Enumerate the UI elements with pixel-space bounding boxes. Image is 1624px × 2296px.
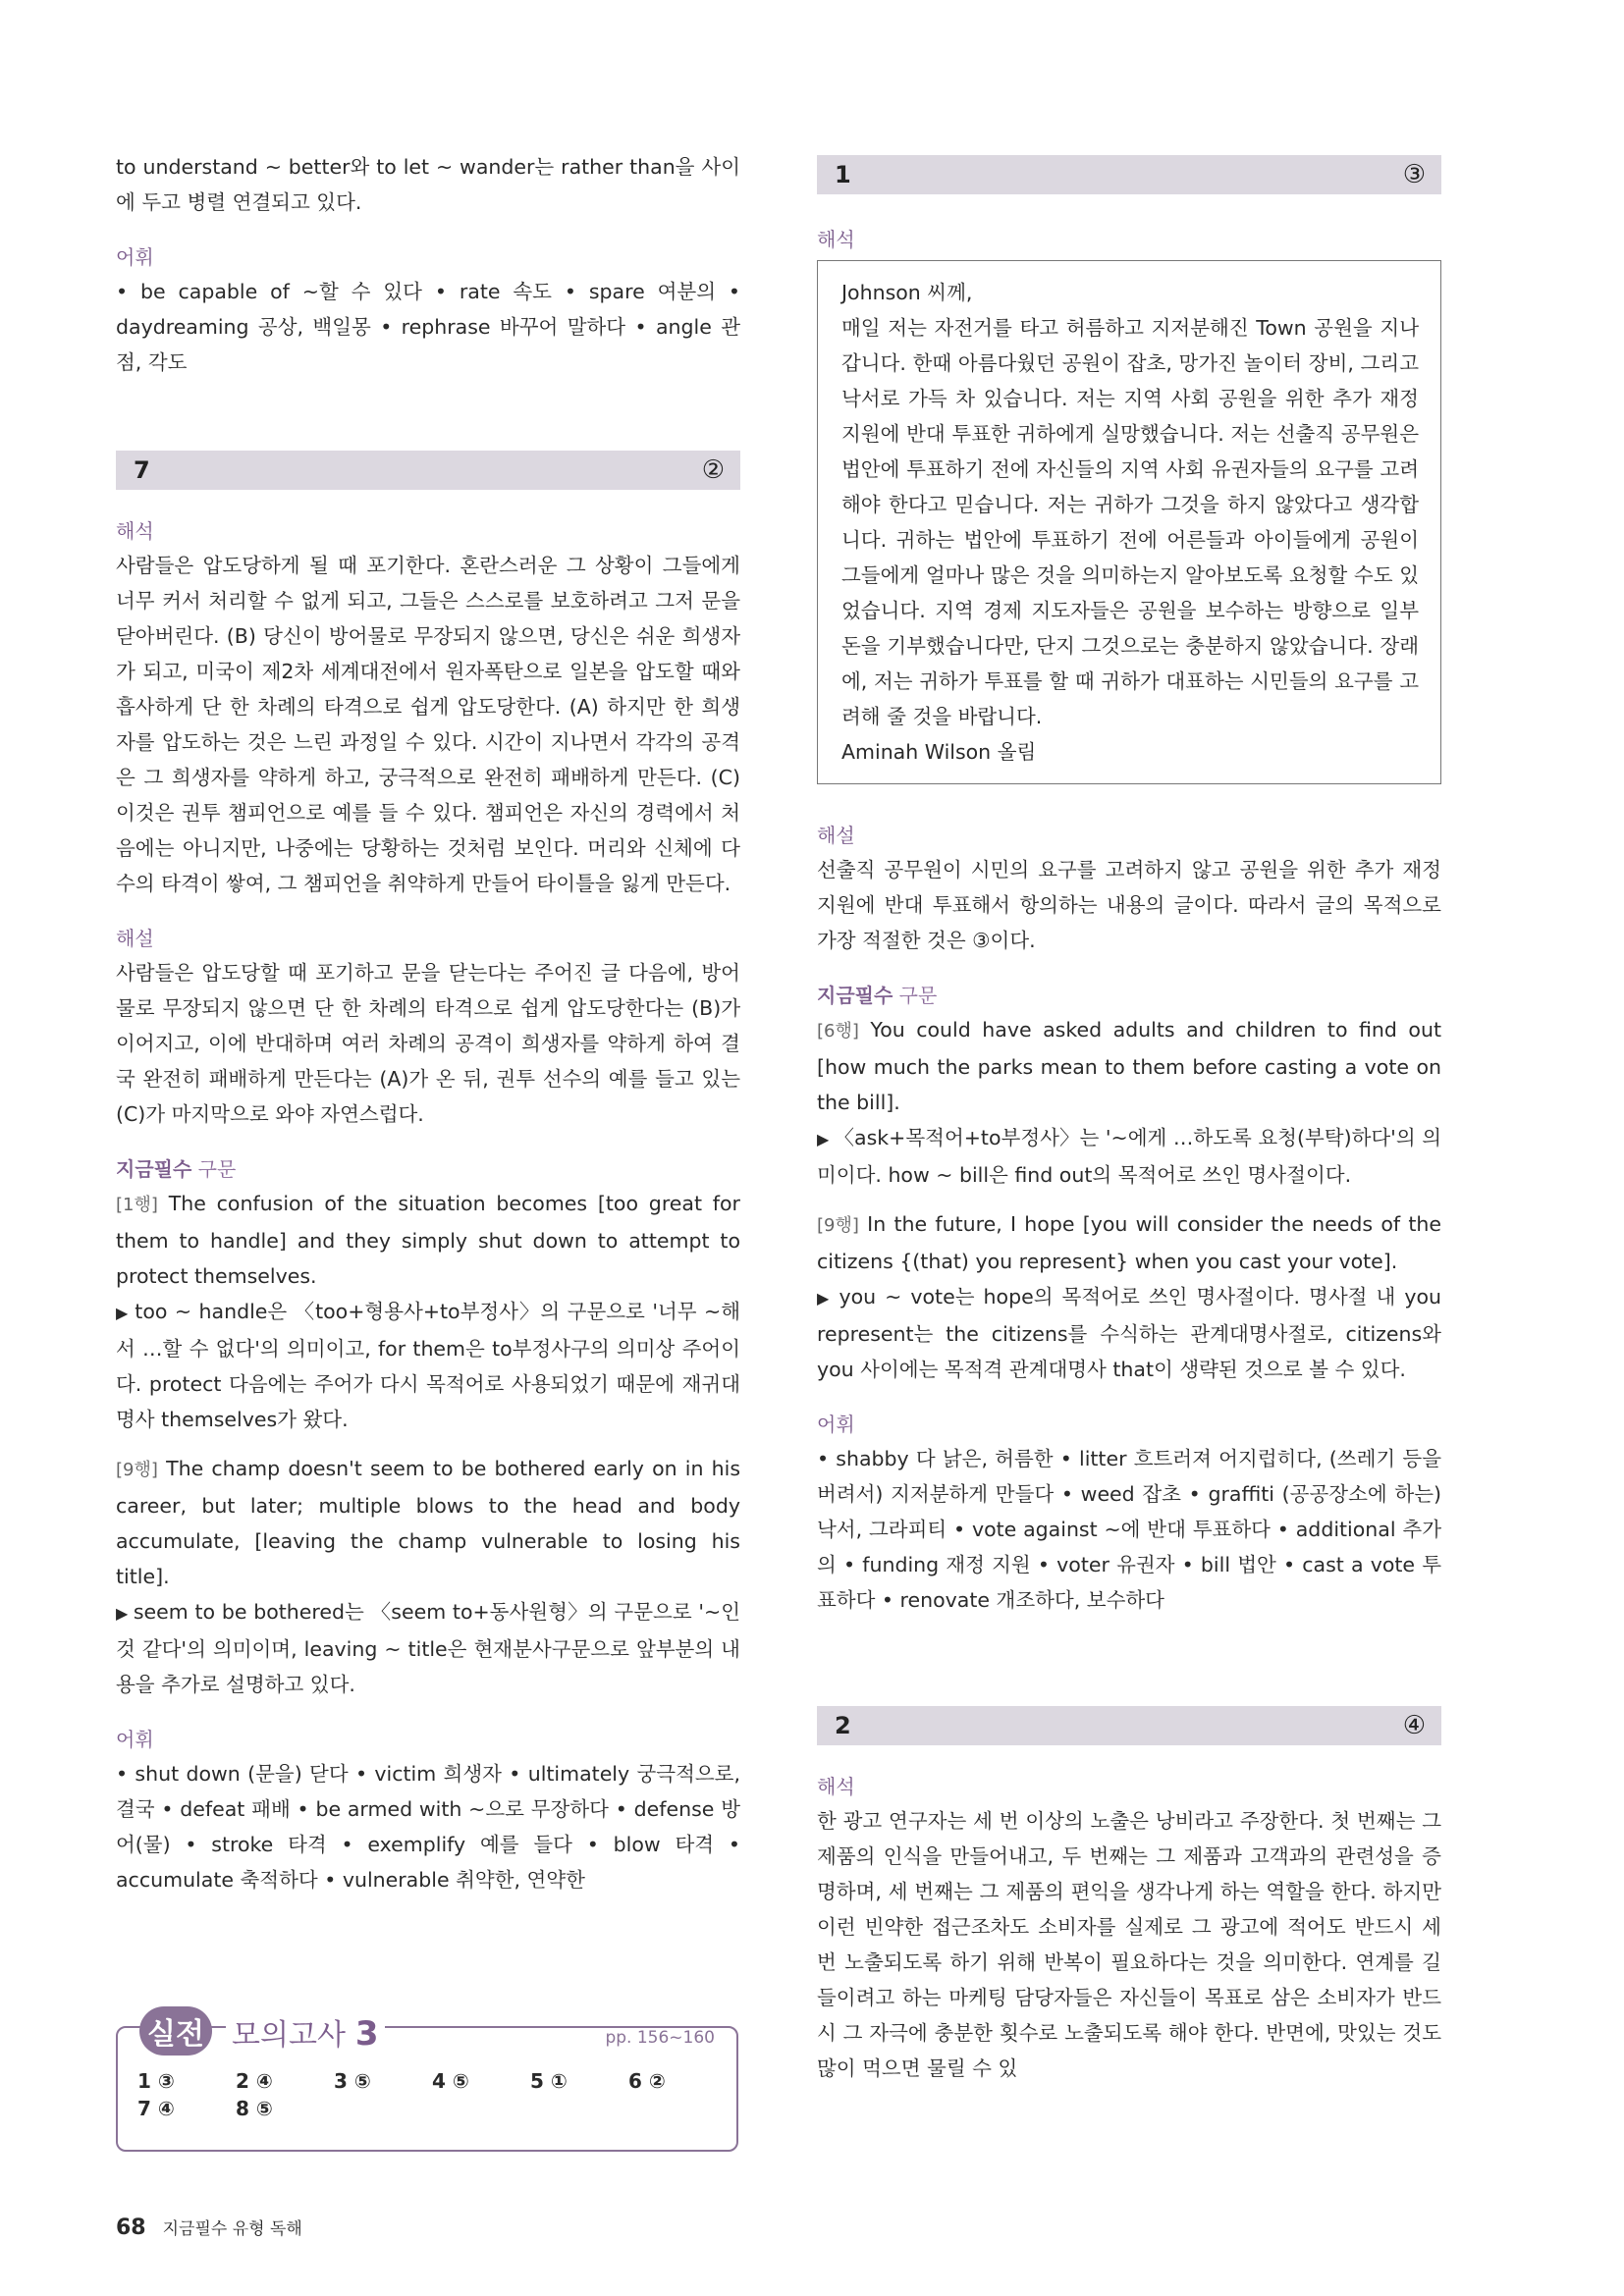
explanation-label: 해설	[116, 927, 154, 950]
grammar-label	[116, 1153, 740, 1182]
grammar-sentence: In the future, I hope [you will consider the needs of the citizens {(that) you represent} when you cast your vote].	[817, 1212, 1441, 1273]
triangle-icon: ▶	[116, 1604, 134, 1623]
translation-label: 해석	[817, 228, 855, 251]
explanation-text: 사람들은 압도당할 때 포기하고 문을 닫는다는 주어진 글 다음에, 방어물로 무장되지 않으면 단 한 차례의 타격으로 쉽게 압도당한다는 (B)가 이어지고, 이에 반대하며 여러 차례의 공격이 희생자를 약하게 하여 결국 완전히 패배하게 만든다는 (A)가 온 뒤, 권투 선수의 예를 들고 있는 (C)가 마지막으로 와야 자연스럽다.	[116, 961, 740, 1126]
triangle-icon: ▶	[817, 1130, 835, 1148]
question-1-header	[817, 155, 1441, 194]
grammar-item-1	[817, 1012, 1441, 1120]
grammar-expl-text: too ~ handle은 〈too+형용사+to부정사〉의 구문으로 '너무 ~해서 …할 수 없다'의 의미이고, for them은 to부정사구의 의미상 주어이다. protect 다음에는 주어가 다시 목적어로 사용되었기 때문에 재귀대명사 themselves가 왔다.	[116, 1300, 741, 1431]
grammar-item-2	[116, 1451, 740, 1594]
letter-signature: Aminah Wilson 올림	[841, 740, 1037, 764]
grammar-explanation-1	[116, 1294, 740, 1437]
page-footer	[116, 2215, 302, 2240]
vocab-list: • shut down (문을) 닫다 • victim 희생자 • ultimately 궁극적으로, 결국 • defeat 패배 • be armed with ~으로 무장하다 • defense 방어(물) • stroke 타격 • exemplify 예를 들다 • blow 타격 • accumulate 축적하다 • vulnerable 취약한, 연약한	[116, 1762, 740, 1892]
question-number: 7	[134, 456, 150, 484]
explanation-text: 선출직 공무원이 시민의 요구를 고려하지 않고 공원을 위한 추가 재정 지원에 반대 투표해서 항의하는 내용의 글이다. 따라서 글의 목적으로 가장 적절한 것은 ③이다.	[817, 858, 1441, 952]
page-number: 68	[116, 2216, 146, 2240]
mock-pill: 실전	[139, 2006, 212, 2056]
grammar-item-2	[817, 1206, 1441, 1279]
answer-mark: ②	[701, 455, 725, 485]
mock-title	[226, 2010, 385, 2054]
vocab-list: • be capable of ~할 수 있다 • rate 속도 • spare 여분의 • daydreaming 공상, 백일몽 • rephrase 바꾸어 말하다 • angle 관점, 각도	[116, 280, 740, 374]
vocab-label: 어휘	[116, 245, 154, 269]
grammar-expl-text: seem to be bothered는 〈seem to+동사원형〉의 구문으로 '~인 것 같다'의 의미이며, leaving ~ title은 현재분사구문으로 앞부분의 내용을 추가로 설명하고 있다.	[116, 1600, 741, 1696]
grammar-explanation-1	[817, 1120, 1441, 1193]
grammar-explanation-2	[116, 1594, 740, 1702]
answer-item: 3 ⑤	[334, 2069, 371, 2093]
left-column	[116, 149, 740, 1897]
grammar-label-main: 지금필수	[116, 1157, 192, 1181]
line-ref: [6행]	[817, 1021, 859, 1041]
letter-body: 매일 저는 자전거를 타고 허름하고 지저분해진 Town 공원을 지나갑니다. 한때 아름다웠던 공원이 잡초, 망가진 놀이터 장비, 그리고 낙서로 가득 차 있습니다. 저는 지역 사회 공원을 위한 추가 재정 지원에 반대 투표한 귀하에게 실망했습니다. 저는 선출직 공무원은 법안에 투표하기 전에 자신들의 지역 사회 유권자들의 요구를 고려해야 한다고 믿습니다. 저는 귀하가 그것을 하지 않았다고 생각합니다. 귀하는 법안에 투표하기 전에 어른들과 아이들에게 공원이 그들에게 얼마나 많은 것을 의미하는지 알아보도록 요청할 수도 있었습니다. 지역 경제 지도자들은 공원을 보수하는 방향으로 일부 돈을 기부했습니다만, 단지 그것으로는 충분하지 않았습니다. 장래에, 저는 귀하가 투표를 할 때 귀하가 대표하는 시민들의 요구를 고려해 줄 것을 바랍니다.	[841, 316, 1419, 728]
grammar-label	[817, 980, 1441, 1008]
right-column	[817, 149, 1441, 2086]
explanation-label: 해설	[817, 824, 855, 847]
grammar-expl-text: 〈ask+목적어+to부정사〉는 '~에게 …하도록 요청(부탁)하다'의 의미이다. how ~ bill은 find out의 목적어로 쓰인 명사절이다.	[817, 1126, 1441, 1187]
line-ref: [9행]	[116, 1460, 158, 1480]
question-number: 1	[835, 161, 851, 188]
vocab-label: 어휘	[817, 1413, 855, 1436]
question-2-header	[817, 1706, 1441, 1745]
question-number: 2	[835, 1712, 851, 1739]
translation-text: 사람들은 압도당하게 될 때 포기한다. 혼란스러운 그 상황이 그들에게 너무 커서 처리할 수 없게 되고, 그들은 스스로를 보호하려고 그저 문을 닫아버린다. (B) 당신이 방어물로 무장되지 않으면, 당신은 쉬운 희생자가 되고, 미국이 제2차 세계대전에서 원자폭탄으로 일본을 압도할 때와 흡사하게 단 한 차례의 타격으로 쉽게 압도당한다. (A) 하지만 한 희생자를 압도하는 것은 느린 과정일 수 있다. 시간이 지나면서 각각의 공격은 그 희생자를 약하게 하고, 궁극적으로 완전히 패배하게 만든다. (C) 이것은 권투 챔피언으로 예를 들 수 있다. 챔피언은 자신의 경력에서 처음에는 아니지만, 나중에는 당황하는 것처럼 보인다. 머리와 신체에 다수의 타격이 쌓여, 그 챔피언을 취약하게 만들어 타이틀을 잃게 만든다.	[116, 554, 740, 895]
grammar-explanation-2	[817, 1279, 1441, 1387]
grammar-sentence: The confusion of the situation becomes [too great for them to handle] and they simply shut down to attempt to protect themselves.	[116, 1192, 740, 1288]
translation-text: 한 광고 연구자는 세 번 이상의 노출은 낭비라고 주장한다. 첫 번째는 그 제품의 인식을 만들어내고, 두 번째는 그 제품과 고객과의 관련성을 증명하며, 세 번째는 그 제품의 편익을 생각나게 하는 역할을 한다. 하지만 이런 빈약한 접근조차도 소비자를 실제로 그 광고에 적어도 반드시 세 번 노출되도록 하기 위해 반복이 필요하다는 것을 의미한다. 연계를 길들이려고 하는 마케팅 담당자들은 자신들이 목표로 삼은 소비자가 반드시 그 자극에 충분한 횟수로 노출되도록 해야 한다. 반면에, 맛있는 것도 많이 먹으면 물릴 수 있	[817, 1809, 1441, 2080]
answer-item: 2 ④	[236, 2069, 273, 2093]
answer-grid	[137, 2069, 727, 2120]
vocab-list: • shabby 다 낡은, 허름한 • litter 흐트러져 어지럽히다, (쓰레기 등을 버려서) 지저분하게 만들다 • weed 잡초 • graffiti (공공장소에 하는) 낙서, 그라피티 • vote against ~에 반대 투표하다 • additional 추가의 • funding 재정 지원 • voter 유권자 • bill 법안 • cast a vote 투표하다 • renovate 개조하다, 보수하다	[817, 1447, 1441, 1612]
grammar-expl-text: you ~ vote는 hope의 목적어로 쓰인 명사절이다. 명사절 내 you represent는 the citizens를 수식하는 관계대명사절로, citizens와 you 사이에는 목적격 관계대명사 that이 생략된 것으로 볼 수 있다.	[817, 1285, 1442, 1381]
page-range: pp. 156~160	[599, 2028, 721, 2048]
translation-label: 해석	[817, 1775, 855, 1798]
intro-paragraph: to understand ~ better와 to let ~ wander는 rather than을 사이에 두고 병렬 연결되고 있다.	[116, 155, 740, 214]
letter-salutation: Johnson 씨께,	[841, 281, 973, 304]
question-7-header	[116, 451, 740, 490]
answer-item: 7 ④	[137, 2097, 175, 2120]
grammar-sentence: You could have asked adults and children to find out [how much the parks mean to them before casting a vote on the bill].	[817, 1018, 1441, 1114]
grammar-label-main: 지금필수	[817, 984, 893, 1007]
book-title: 지금필수 유형 독해	[162, 2219, 302, 2239]
answer-item: 6 ②	[628, 2069, 666, 2093]
vocab-label: 어휘	[116, 1728, 154, 1751]
grammar-label-sub: 구문	[898, 984, 938, 1007]
answer-item: 5 ①	[530, 2069, 568, 2093]
mock-test-answer-box	[116, 2006, 738, 2152]
answer-mark: ④	[1402, 1711, 1426, 1740]
grammar-label-sub: 구문	[197, 1157, 237, 1181]
grammar-sentence: The champ doesn't seem to be bothered early on in his career, but later; multiple blows to the head and body accumulate, [leaving the champ vulnerable to losing his title].	[116, 1457, 740, 1588]
letter-box	[817, 260, 1441, 784]
line-ref: [9행]	[817, 1215, 859, 1236]
answer-item: 1 ③	[137, 2069, 175, 2093]
triangle-icon: ▶	[116, 1304, 135, 1322]
answer-item: 8 ⑤	[236, 2097, 273, 2120]
translation-label: 해석	[116, 519, 154, 543]
answer-item: 4 ⑤	[432, 2069, 469, 2093]
triangle-icon: ▶	[817, 1289, 839, 1308]
mock-title-text: 모의고사	[232, 2018, 346, 2053]
mock-number: 3	[354, 2014, 379, 2054]
answer-mark: ③	[1402, 160, 1426, 189]
grammar-item-1	[116, 1186, 740, 1294]
line-ref: [1행]	[116, 1195, 158, 1215]
